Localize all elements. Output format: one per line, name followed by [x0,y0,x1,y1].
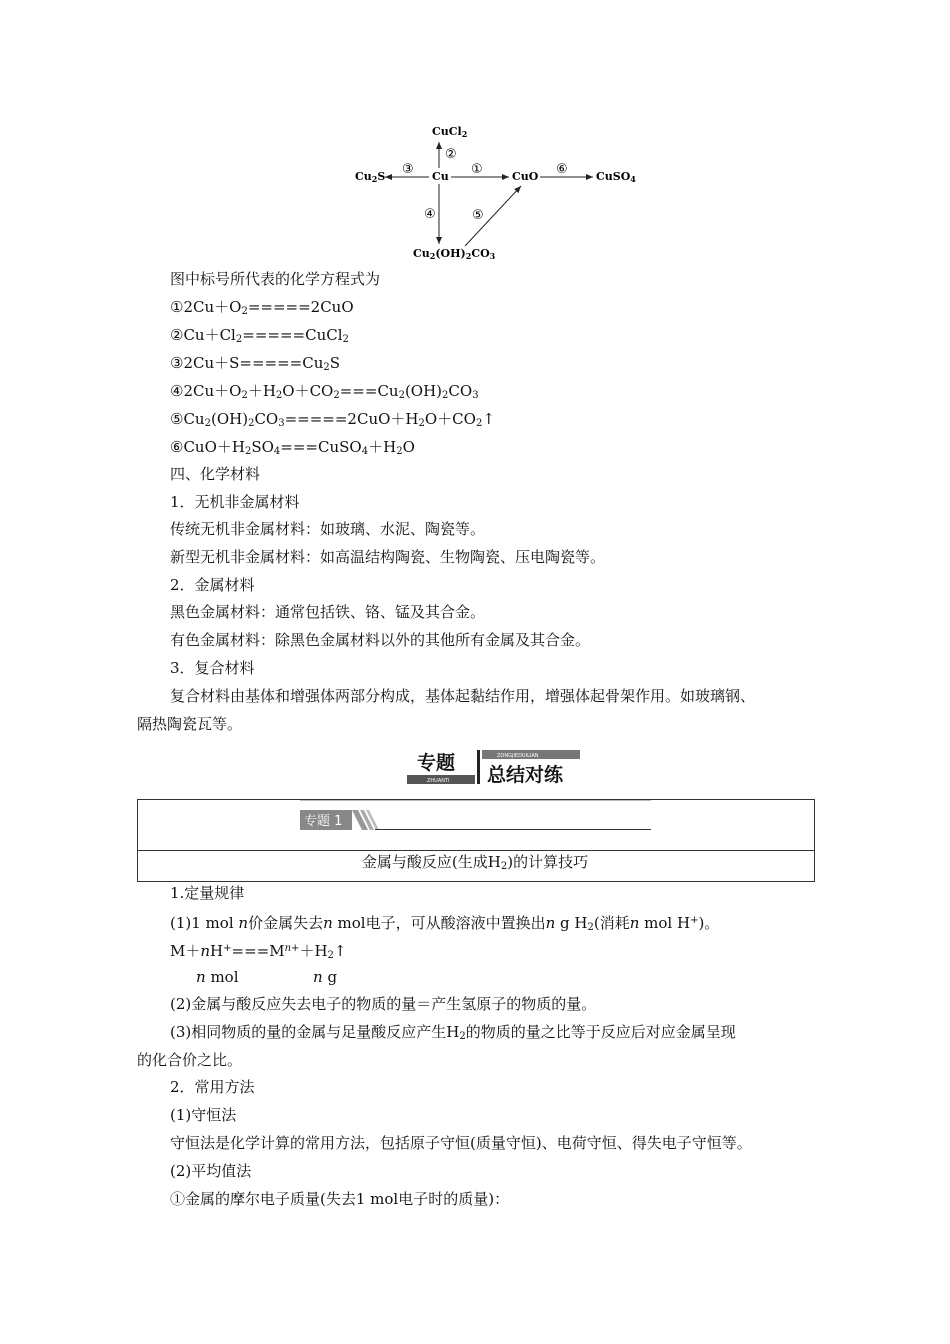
node-cu: Cu [432,170,449,183]
subheading-2: 2．金属材料 [170,576,255,594]
node-cuo: CuO [512,170,539,183]
banner-left-text: 专题 [417,752,456,774]
equation-2: $②Cu+Cl_2=====CuCl_2$ [170,326,349,345]
label-5: ⑤ [472,208,484,223]
section-banner [405,748,585,788]
body-paragraph: 守恒法是化学计算的常用方法，包括原子守恒(质量守恒)、电荷守恒、得失电子守恒等。 [170,1134,752,1152]
banner-left-pinyin: ZHUANTI [427,778,450,784]
copper-reaction-diagram [345,118,645,263]
equation-1: $①2Cu+O_2=====2CuO$ [170,298,354,317]
body-subheading: (2)平均值法 [170,1162,252,1180]
paragraph: 复合材料由基体和增强体两部分构成，基体起黏结作用，增强体起骨架作用。如玻璃钢、 [170,687,756,705]
body-heading-1: 1.定量规律 [170,884,245,902]
equation-3: $③2Cu+S=====Cu_2S$ [170,354,341,373]
intro-line: 图中标号所代表的化学方程式为 [170,270,381,288]
node-basic-copper-carbonate: Cu2(OH)2CO3 [413,247,496,261]
equation-6: $⑥CuO+H_2SO_4===CuSO_4+H_2O$ [170,438,415,457]
equation-4: $④2Cu+O_2+H_2O+CO_2===Cu_2(OH)_2CO_3$ [170,382,479,401]
topic-box-divider [137,850,815,851]
topic-tag-rule [375,829,651,830]
body-equation: $M+nH^+===M^{n+}+H_2↑$ [170,942,347,961]
label-4: ④ [424,207,436,222]
label-1: ① [471,162,483,177]
subheading-1: 1．无机非金属材料 [170,493,300,511]
subheading-3: 3．复合材料 [170,659,255,677]
node-cuso4: CuSO4 [596,170,636,184]
paragraph: 新型无机非金属材料：如高温结构陶瓷、生物陶瓷、压电陶瓷等。 [170,548,606,566]
topic-top-rule [300,800,651,801]
body-paragraph: (3)相同物质的量的金属与足量酸反应产生$H_2$的物质的量之比等于反应后对应金属呈现 [170,1023,736,1042]
topic-tag-label: 专题 1 [304,814,343,829]
body-subheading: (1)守恒法 [170,1106,237,1124]
node-cucl2: CuCl2 [432,125,468,139]
body-paragraph: (2)金属与酸反应失去电子的物质的量＝产生氢原子的物质的量。 [170,995,597,1013]
paragraph: 隔热陶瓷瓦等。 [137,715,243,733]
label-6: ⑥ [556,162,568,177]
equation-5: $⑤Cu_2(OH)_2CO_3=====2CuO+H_2O+CO_2↑$ [170,410,495,429]
label-3: ③ [402,162,414,177]
paragraph: 有色金属材料：除黑色金属材料以外的其他所有金属及其合金。 [170,631,591,649]
body-heading-2: 2．常用方法 [170,1078,255,1096]
topic-title: 金属与酸反应(生成$H_2$)的计算技巧 [361,853,589,872]
body-paragraph: ①金属的摩尔电子质量(失去1 mol电子时的质量)： [170,1190,510,1208]
banner-right-pinyin: ZONGJIEDUILIAN [497,753,539,759]
paragraph: 黑色金属材料：通常包括铁、铬、锰及其合金。 [170,603,486,621]
topic-tag [300,810,380,832]
body-paragraph: (1)1 mol n价金属失去n mol电子，可从酸溶液中置换出n g $H_2$(消耗n mol H+)。 [170,914,720,933]
body-paragraph: 的化合价之比。 [137,1051,243,1069]
section-heading: 四、化学材料 [170,465,261,483]
node-cu2s: Cu2S [355,170,386,184]
paragraph: 传统无机非金属材料：如玻璃、水泥、陶瓷等。 [170,520,486,538]
body-quantity-left: n mol [196,968,239,986]
banner-divider [477,750,480,784]
banner-right-text: 总结对练 [487,764,564,786]
label-2: ② [445,147,457,162]
body-quantity-right: n g [313,968,338,986]
